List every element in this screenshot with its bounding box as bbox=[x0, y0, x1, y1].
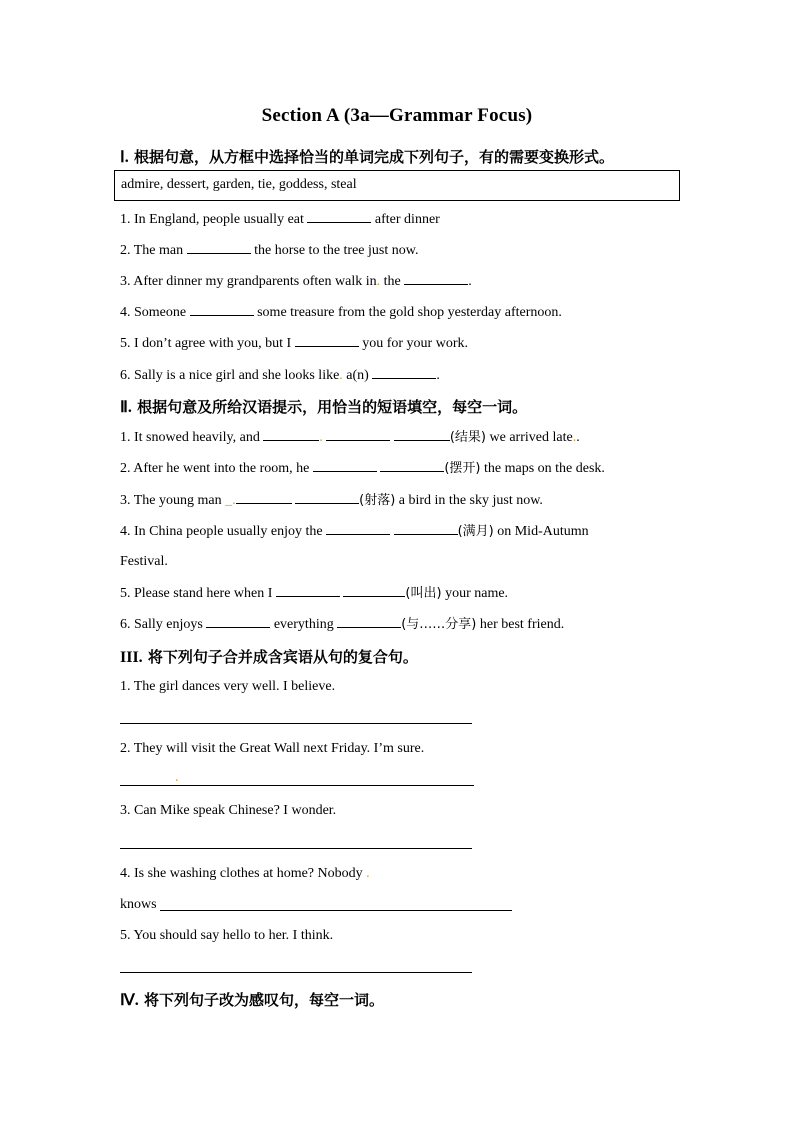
mark-dot: _. bbox=[225, 493, 236, 508]
question-text: 3. Can Mike speak Chinese? I wonder. bbox=[120, 803, 337, 818]
answer-blank[interactable] bbox=[326, 522, 390, 535]
word-box-text: admire, dessert, garden, tie, goddess, steal bbox=[121, 177, 357, 192]
question-text: 1. The girl dances very well. I believe. bbox=[120, 679, 336, 694]
section-3-instruction: 将下列句子合并成含宾语从句的复合句。 bbox=[147, 648, 418, 666]
section-2-instruction: 根据句意及所给汉语提示，用恰当的短语填空，每空一词。 bbox=[137, 398, 528, 416]
question-text: 4. In China people usually enjoy the bbox=[120, 524, 327, 539]
question-text: 2. After he went into the room, he bbox=[120, 461, 313, 476]
mark-dot: . bbox=[366, 866, 370, 881]
mark-dot: . bbox=[175, 770, 179, 785]
question-text: some treasure from the gold shop yesterday afternoon. bbox=[253, 305, 562, 320]
mark-dot: . bbox=[376, 274, 381, 289]
s3-question-5 bbox=[120, 927, 333, 945]
question-text: 3. After dinner my grandparents often walk in bbox=[120, 274, 377, 289]
s3-question-4-answer-row bbox=[120, 896, 157, 914]
chinese-hint: (与……分享) bbox=[401, 617, 477, 632]
question-text: your name. bbox=[441, 586, 509, 601]
question-text: we arrived late bbox=[486, 430, 573, 445]
section-1-instruction: 根据句意，从方框中选择恰当的单词完成下列句子，有的需要变换形式。 bbox=[133, 148, 614, 166]
section-4-heading bbox=[120, 989, 384, 1010]
question-text: the horse to the tree just now. bbox=[250, 243, 419, 258]
s1-question-2 bbox=[120, 241, 418, 260]
s2-question-4 bbox=[120, 522, 589, 541]
mark-dot: . bbox=[572, 430, 577, 445]
question-text: 5. Please stand here when I bbox=[120, 586, 276, 601]
question-text: knows bbox=[120, 897, 157, 912]
question-text: 6. Sally enjoys bbox=[120, 617, 207, 632]
page-title: Section A (3a—Grammar Focus) bbox=[261, 105, 533, 126]
question-text: 4. Is she washing clothes at home? Nobody bbox=[120, 866, 363, 881]
answer-blank[interactable] bbox=[263, 428, 319, 441]
section-1-heading bbox=[120, 146, 614, 167]
answer-line[interactable] bbox=[120, 848, 472, 849]
s3-question-4 bbox=[120, 865, 370, 883]
answer-line[interactable] bbox=[120, 723, 472, 724]
question-text: 1. It snowed heavily, and bbox=[120, 430, 264, 445]
s2-question-3 bbox=[120, 491, 543, 510]
section-3-heading bbox=[120, 646, 418, 667]
question-text: 1. In England, people usually eat bbox=[120, 212, 308, 227]
answer-blank[interactable] bbox=[380, 459, 444, 472]
section-3-number: III. bbox=[120, 649, 143, 666]
answer-blank[interactable] bbox=[337, 615, 401, 628]
question-text: Festival. bbox=[120, 554, 168, 569]
section-4-instruction: 将下列句子改为感叹句，每空一词。 bbox=[144, 991, 385, 1009]
s1-question-5 bbox=[120, 334, 468, 353]
answer-line[interactable] bbox=[160, 910, 512, 911]
question-text: on Mid-Autumn bbox=[493, 524, 589, 539]
s1-question-6 bbox=[120, 366, 440, 385]
answer-blank[interactable] bbox=[343, 584, 405, 597]
s2-question-5 bbox=[120, 584, 508, 603]
answer-blank[interactable] bbox=[236, 491, 292, 504]
question-text: her best friend. bbox=[476, 617, 565, 632]
chinese-hint: (叫出) bbox=[405, 586, 442, 601]
answer-blank[interactable] bbox=[307, 210, 371, 223]
s3-question-3 bbox=[120, 802, 336, 820]
answer-blank[interactable] bbox=[326, 428, 390, 441]
question-text: after dinner bbox=[371, 212, 440, 227]
answer-blank[interactable] bbox=[190, 303, 254, 316]
answer-blank[interactable] bbox=[295, 334, 359, 347]
question-text: 2. They will visit the Great Wall next Friday. I’m sure. bbox=[120, 741, 425, 756]
chinese-hint: (满月) bbox=[457, 524, 494, 539]
chinese-hint: (摆开) bbox=[444, 461, 481, 476]
mark-dot: . bbox=[319, 430, 323, 445]
s3-question-2 bbox=[120, 740, 424, 758]
section-2-number: Ⅱ. bbox=[120, 399, 132, 416]
chinese-hint: (射落) bbox=[359, 493, 396, 508]
question-text: 5. I don’t agree with you, but I bbox=[120, 336, 295, 351]
answer-blank[interactable] bbox=[404, 272, 468, 285]
section-2-heading bbox=[120, 396, 527, 417]
answer-line[interactable] bbox=[120, 972, 472, 973]
question-text: everything bbox=[270, 617, 338, 632]
question-text: a bird in the sky just now. bbox=[395, 493, 543, 508]
answer-blank[interactable] bbox=[394, 428, 450, 441]
question-text: you for your work. bbox=[358, 336, 468, 351]
answer-blank[interactable] bbox=[276, 584, 340, 597]
answer-blank[interactable] bbox=[187, 241, 251, 254]
section-4-number: Ⅳ. bbox=[120, 992, 139, 1009]
question-text: the bbox=[383, 274, 405, 289]
question-text: 3. The young man bbox=[120, 493, 226, 508]
answer-blank[interactable] bbox=[206, 615, 270, 628]
s1-question-1 bbox=[120, 210, 440, 229]
answer-blank[interactable] bbox=[295, 491, 359, 504]
answer-blank[interactable] bbox=[372, 366, 436, 379]
mark-dot: . bbox=[339, 368, 343, 383]
question-text: 5. You should say hello to her. I think. bbox=[120, 928, 334, 943]
s2-question-6 bbox=[120, 615, 564, 634]
question-text: . bbox=[468, 274, 472, 289]
question-text: 2. The man bbox=[120, 243, 187, 258]
question-text: . bbox=[436, 368, 440, 383]
question-text: 6. Sally is a nice girl and she looks like bbox=[120, 368, 340, 383]
question-text: 4. Someone bbox=[120, 305, 190, 320]
question-text: the maps on the desk. bbox=[480, 461, 605, 476]
s3-question-1 bbox=[120, 678, 335, 696]
s1-question-3 bbox=[120, 272, 472, 291]
s2-question-1: 1. It snowed heavily, and . (结果) we arrived late.. bbox=[120, 430, 580, 445]
question-text: a(n) bbox=[346, 368, 373, 383]
word-box bbox=[114, 170, 680, 201]
section-1-number: Ⅰ. bbox=[120, 149, 129, 166]
s2-question-4-continued bbox=[120, 553, 168, 571]
answer-line[interactable] bbox=[120, 785, 474, 786]
s2-question-2 bbox=[120, 459, 605, 478]
s1-question-4 bbox=[120, 303, 562, 322]
answer-blank[interactable] bbox=[313, 459, 377, 472]
chinese-hint: (结果) bbox=[449, 430, 486, 445]
answer-blank[interactable] bbox=[394, 522, 458, 535]
